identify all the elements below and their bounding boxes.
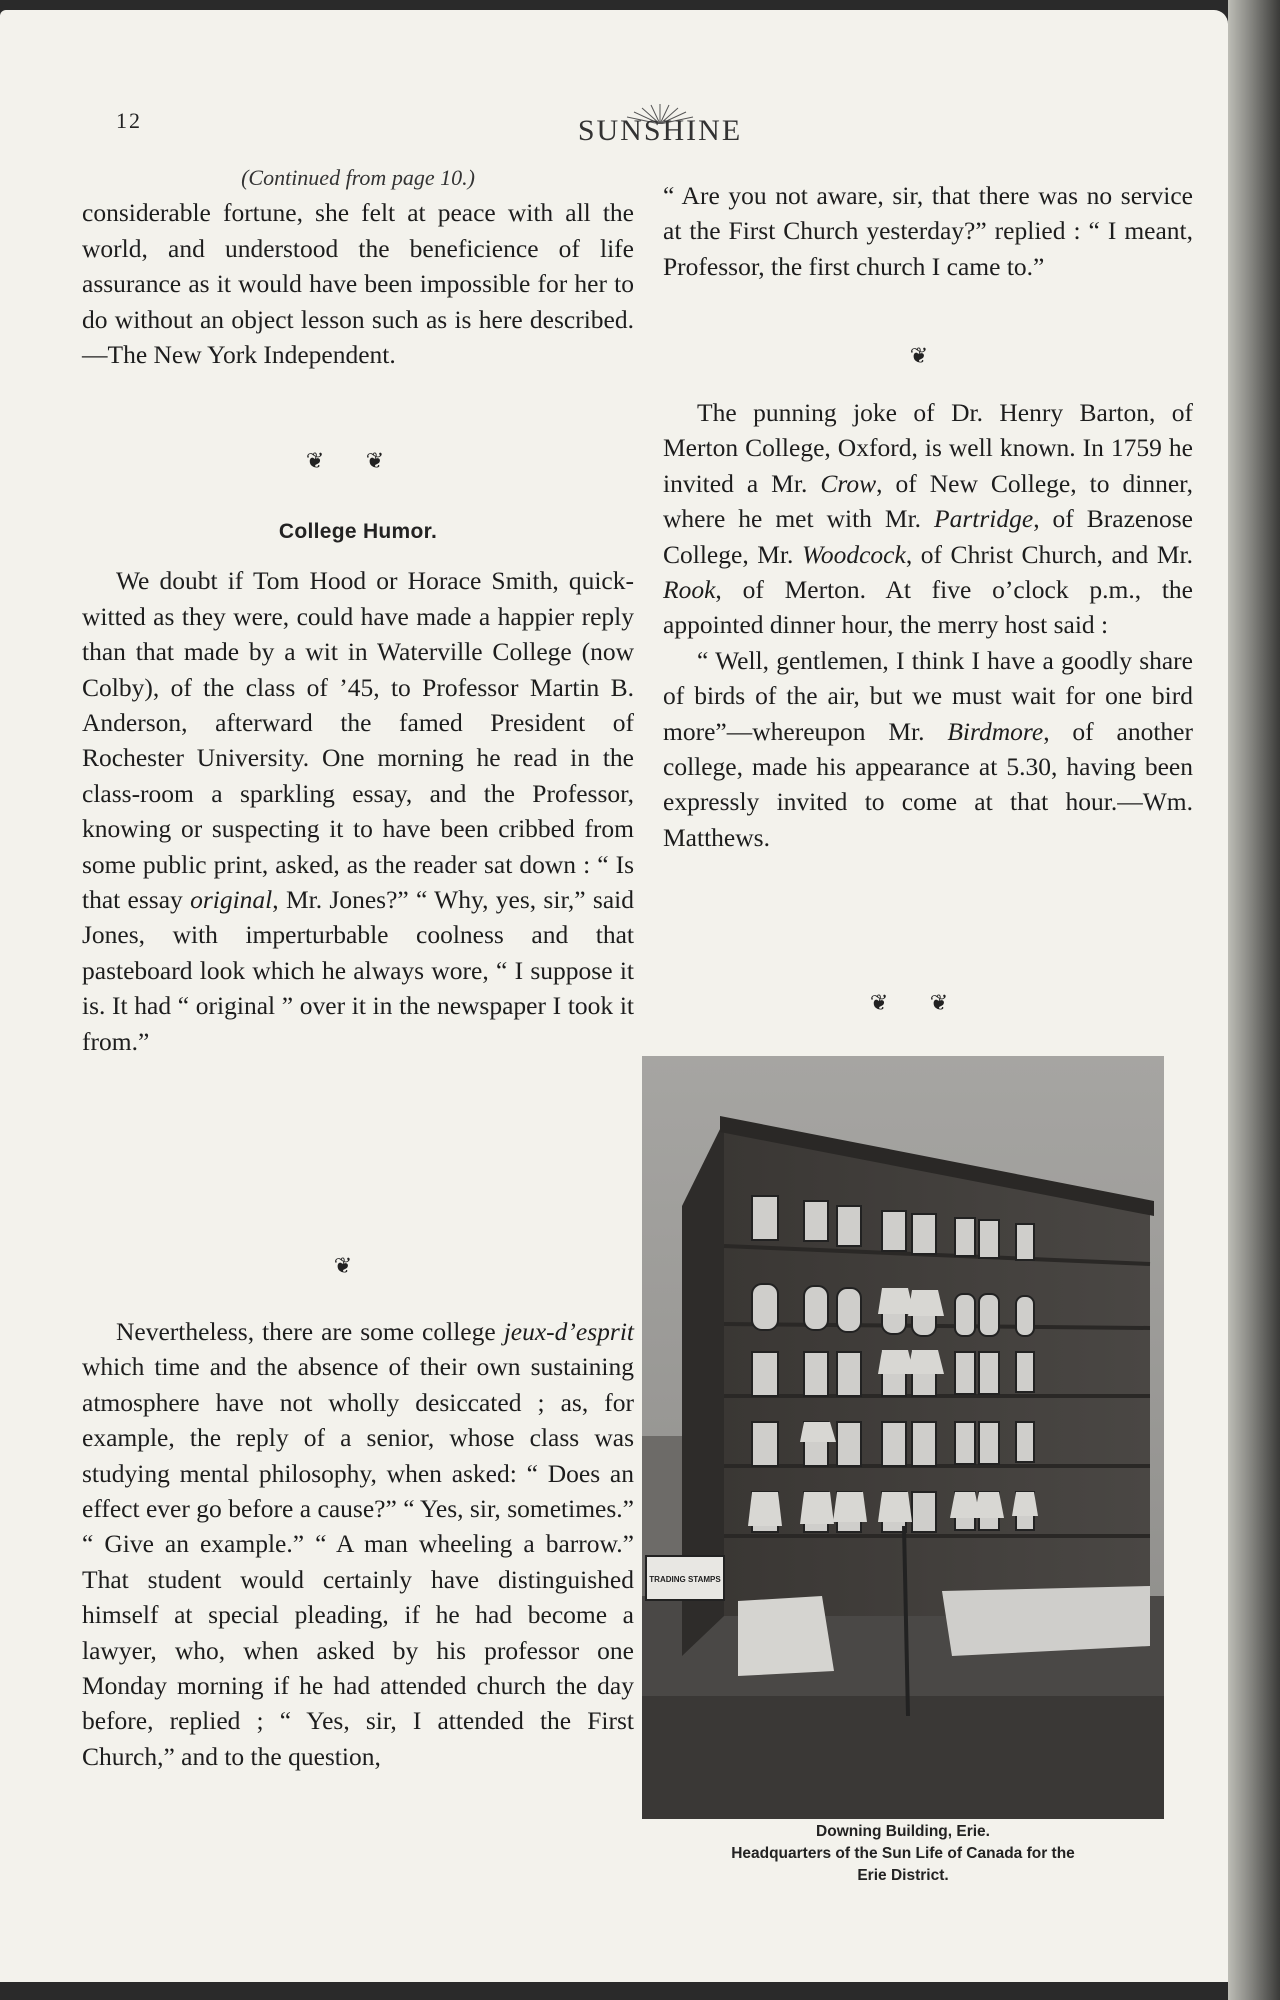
- section-heading: College Humor.: [278, 520, 438, 543]
- right-column-top: [663, 178, 1193, 284]
- masthead: [560, 102, 760, 152]
- caption-line: Headquarters of the Sun Life of Canada for the: [731, 1845, 1075, 1862]
- ornament-divider: ❦: [333, 1253, 371, 1278]
- masthead-title: SUNSHINE: [577, 114, 743, 147]
- ornament-divider: ❦ ❦: [305, 448, 403, 473]
- magazine-page: [0, 10, 1228, 1982]
- store-sign: TRADING STAMPS: [649, 1575, 721, 1584]
- continued-note: (Continued from page 10.): [241, 165, 475, 190]
- left-column: [82, 160, 634, 372]
- jeux-desprit-section: [82, 1314, 634, 1774]
- book-spine: [1228, 0, 1280, 2000]
- photo-caption: [620, 1821, 1186, 1887]
- paragraph-waterville: We doubt if Tom Hood or Horace Smith, quick-witted as they were, could have made a happier reply than that made by a wit in Waterville College (now Colby), of the class of ’45, to Professor Martin B. Anderson, afterward the famed President of Rochester University. One morning he read in the class-room a sparkling essay, and the Professor, knowing or suspecting it to have been cribbed from some public print, asked, as the reader sat down : “ Is that essay original, Mr. Jones?” “ Why, yes, sir,” said Jones, with imperturbable coolness and that pasteboard look which he always wore, “ I suppose it is. It had “ original ” over it in the newspaper I took it from.”: [82, 566, 634, 1056]
- college-humor-section: [82, 514, 634, 1059]
- paragraph-first-church: “ Are you not aware, sir, that there was no service at the First Church yesterday?” replied : “ I meant, Professor, the first church I came to.”: [663, 181, 1193, 281]
- caption-line: Downing Building, Erie.: [816, 1823, 990, 1840]
- paragraph-jeux-desprit: Nevertheless, there are some college jeux-d’esprit which time and the absence of their own sustaining atmosphere have not wholly desiccated ; as, for example, the reply of a senior, whose class was studying mental philosophy, when asked: “ Does an effect ever go before a cause?” “ Yes, sir, sometimes.” “ Give an example.” “ A man wheeling a barrow.” That student would certainly have distinguished himself at special pleading, if he had become a lawyer, who, when asked by his professor one Monday morning if he had attended church the day before, replied ; “ Yes, sir, I attended the First Church,” and to the question,: [82, 1317, 634, 1771]
- right-column-barton: [663, 395, 1193, 855]
- ornament-divider: ❦: [909, 343, 947, 368]
- page-number: 12: [116, 108, 142, 133]
- paragraph-birdmore: “ Well, gentlemen, I think I have a goodly share of birds of the air, but we must wait for one bird more”—whereupon Mr. Birdmore, of another college, made his appearance at 5.30, having been expressly invited to come at that hour.—Wm. Matthews.: [663, 645, 1193, 852]
- downing-building-photo: [642, 1056, 1164, 1819]
- article-continuation: considerable fortune, she felt at peace with all the world, and understood the beneficience of life assurance as it would have been impossible for her to do without an object lesson such as is here described.—The New York Independent.: [82, 198, 634, 370]
- paragraph-barton: The punning joke of Dr. Henry Barton, of Merton College, Oxford, is well known. In 1759 he invited a Mr. Crow, of New College, to dinner, where he met with Mr. Partridge, of Brazenose College, Mr. Woodcock, of Christ Church, and Mr. Rook, of Merton. At five o’clock p.m., the appointed dinner hour, the merry host said :: [663, 398, 1193, 640]
- ornament-divider: ❦ ❦: [869, 990, 967, 1015]
- caption-line: Erie District.: [857, 1867, 949, 1884]
